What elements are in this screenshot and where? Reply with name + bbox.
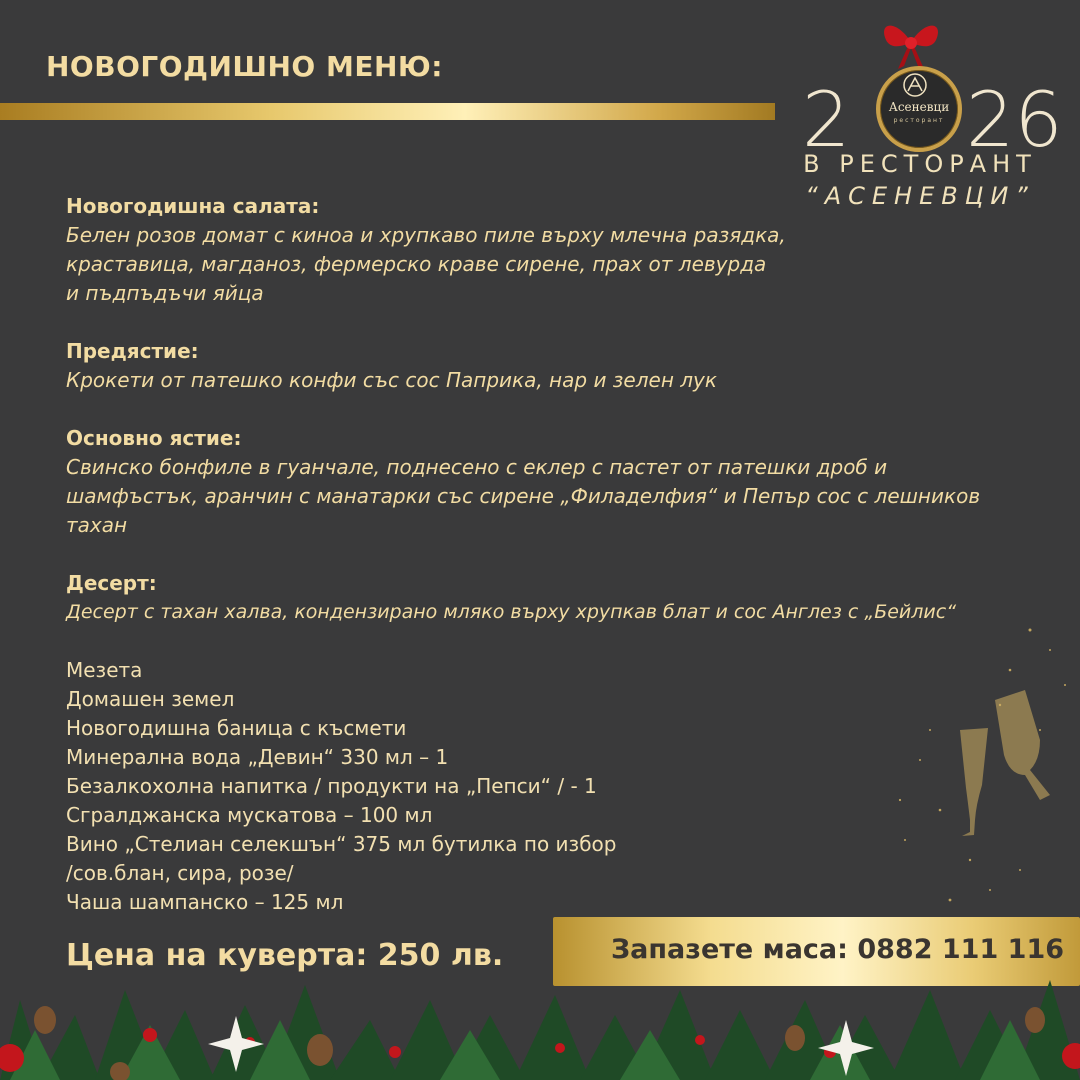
- salad-heading: Новогодишна салата:: [66, 194, 320, 218]
- price-per-cover: Цена на куверта: 250 лв.: [66, 938, 504, 973]
- logo-tagline-2: “АСЕНЕВЦИ”: [805, 182, 1035, 210]
- red-bow-icon: [866, 14, 956, 74]
- christmas-garland-decoration: [0, 960, 1080, 1080]
- dessert-heading: Десерт:: [66, 571, 157, 595]
- extra-item: Сгралджанска мускатова – 100 мл: [66, 803, 433, 827]
- logo-brand: Асеневци: [888, 100, 950, 114]
- extra-item: Домашен земел: [66, 687, 235, 711]
- logo-brand-sub: ресторант: [893, 117, 945, 124]
- crest-icon: [900, 72, 930, 98]
- starter-heading: Предястие:: [66, 339, 199, 363]
- champagne-glasses-icon: [880, 610, 1080, 920]
- year-digits-right: 26: [966, 75, 1063, 164]
- gold-divider: [0, 103, 775, 120]
- extra-item: Чаша шампанско – 125 мл: [66, 890, 344, 914]
- main-line: Свинско бонфиле в гуанчале, поднесено с еклер с пастет от патешки дроб и: [66, 455, 888, 479]
- extra-item: Вино „Стелиан селекшън“ 375 мл бутилка по избор: [66, 832, 617, 856]
- dessert-line: Десерт с тахан халва, кондензирано мляко върху хрупкав блат и сос Англез с „Бейлис“: [66, 601, 957, 623]
- extra-item: Безалкохолна напитка / продукти на „Пепси“ / - 1: [66, 774, 597, 798]
- salad-line: и пъдпъдъчи яйца: [66, 281, 264, 305]
- salad-line: краставица, магданоз, фермерско краве сирене, прах от левурда: [66, 252, 767, 276]
- restaurant-logo: [796, 14, 1063, 214]
- salad-line: Белен розов домат с киноа и хрупкаво пиле върху млечна разядка,: [66, 223, 786, 247]
- main-heading: Основно ястие:: [66, 426, 242, 450]
- extra-item: Новогодишна баница с късмети: [66, 716, 407, 740]
- page-title: НОВОГОДИШНО МЕНЮ:: [46, 50, 443, 83]
- main-line: тахан: [66, 513, 128, 537]
- main-line: шамфъстък, аранчин с манатарки със сирене „Филаделфия“ и Пепър сос с лешников: [66, 484, 981, 508]
- logo-tagline-1: В РЕСТОРАНТ: [803, 150, 1037, 178]
- reserve-phone: Запазете маса: 0882 111 116: [611, 934, 1065, 965]
- extra-item: Мезета: [66, 658, 143, 682]
- extra-item: /сов.блан, сира, розе/: [66, 861, 294, 885]
- year-digit-left: 2: [802, 75, 851, 164]
- extra-item: Минерална вода „Девин“ 330 мл – 1: [66, 745, 449, 769]
- starter-line: Крокети от патешко конфи със сос Паприка, нар и зелен лук: [66, 368, 717, 392]
